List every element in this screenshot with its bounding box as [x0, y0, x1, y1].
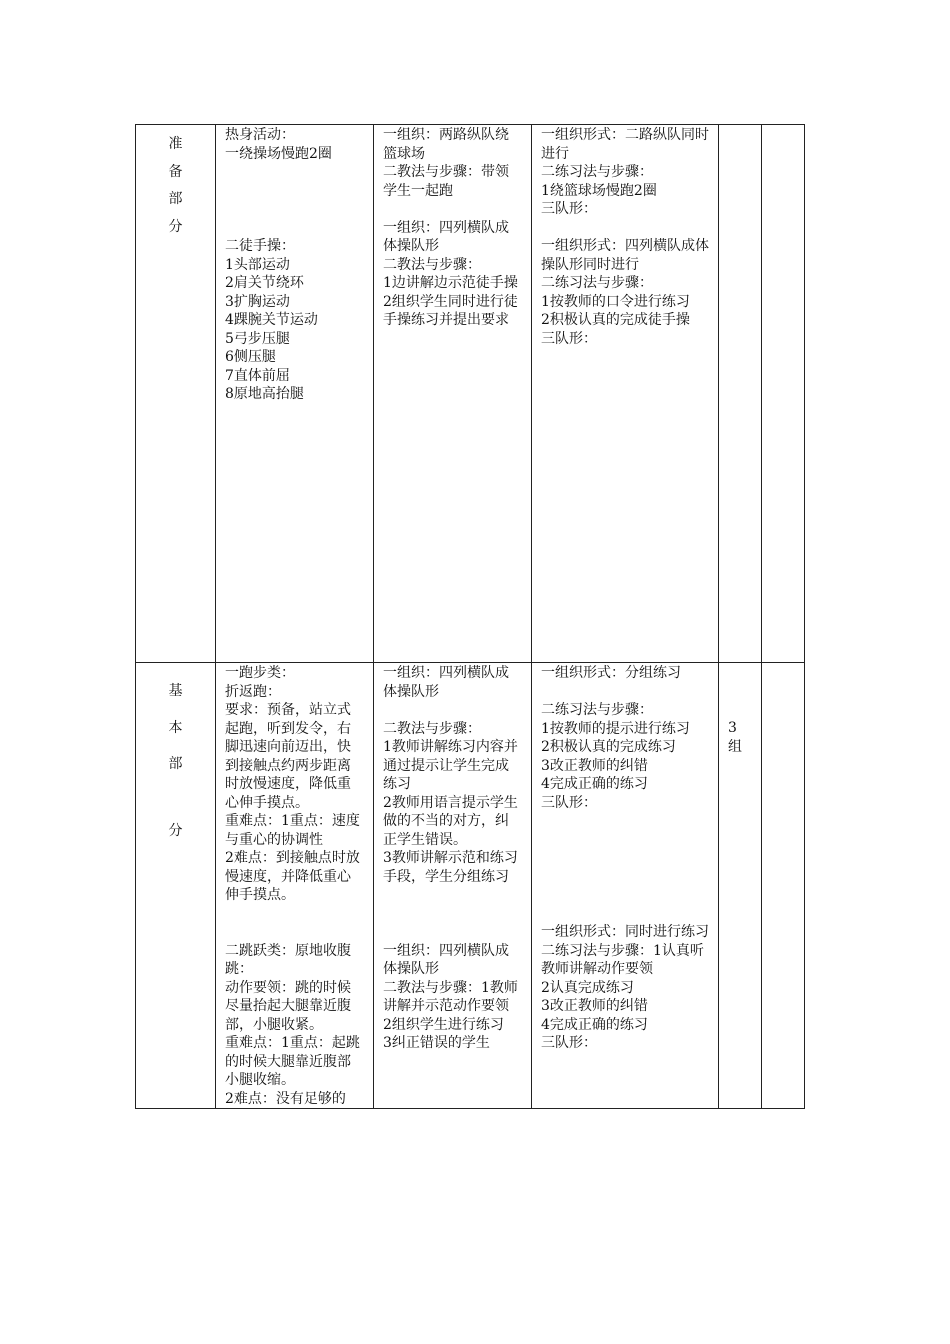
- prep-content-line: 一绕操场慢跑2圈: [225, 145, 332, 162]
- basic-extra-cell: [762, 663, 805, 1109]
- basic-student-line: 三队形：: [541, 1035, 597, 1051]
- prep-teacher-line: 二教法与步骤：: [383, 256, 481, 273]
- basic-student-line: 3改正教师的纠错: [541, 757, 648, 774]
- prep-content-line: 1头部运动: [225, 256, 290, 273]
- prep-student-line: 1按教师的口令进行练习: [541, 293, 690, 310]
- prep-content-line: 6侧压腿: [225, 349, 276, 365]
- basic-teacher-line: 一组织：四列横队成体操队形: [383, 665, 509, 700]
- basic-student-cell: [532, 663, 719, 1109]
- prep-teacher-cell: [374, 125, 532, 663]
- basic-student-line: 2认真完成练习: [541, 979, 634, 996]
- basic-student-line: 3改正教师的纠错: [541, 998, 648, 1014]
- basic-student-line: 1按教师的提示进行练习: [541, 720, 690, 737]
- basic-teacher-line: 二教法与步骤：1教师讲解并示范动作要领: [383, 979, 518, 1014]
- section-char: 部: [168, 756, 183, 772]
- prep-content-line: 8原地高抬腿: [225, 386, 304, 402]
- section-char: 基: [168, 683, 183, 699]
- prep-student-line: 1绕篮球场慢跑2圈: [541, 182, 657, 199]
- prep-teacher-line: 一组织：四列横队成体操队形: [383, 219, 509, 254]
- prep-extra-cell: [762, 125, 805, 663]
- basic-teacher-line: 一组织：四列横队成体操队形: [383, 942, 509, 977]
- basic-content-line: 重难点：1重点：起跳的时候大腿靠近腹部小腿收缩。: [225, 1035, 360, 1088]
- section-label-basic: [136, 663, 216, 1109]
- section-char: 本: [168, 719, 183, 736]
- prep-content-line: 7直体前屈: [225, 367, 290, 384]
- table-row-basic: [136, 663, 805, 1109]
- prep-content-line: 热身活动：: [225, 127, 295, 143]
- basic-student-line: 4完成正确的练习: [541, 776, 648, 792]
- basic-teacher-line: 2组织学生进行练习: [383, 1016, 504, 1033]
- basic-content-line: 动作要领：跳的时候尽量抬起大腿靠近腹部，小腿收紧。: [225, 979, 351, 1033]
- prep-student-cell: [532, 125, 719, 663]
- prep-student-line: 2积极认真的完成徒手操: [541, 312, 690, 328]
- basic-student-line: 一组织形式：同时进行练习: [541, 924, 709, 940]
- prep-student-line: 一组织形式：二路纵队同时进行: [541, 127, 709, 162]
- prep-content-line: 二徒手操：: [225, 238, 295, 254]
- basic-teacher-cell: [374, 663, 532, 1109]
- basic-content-line: 折返跑：: [225, 683, 281, 700]
- basic-content-line: 二跳跃类：原地收腹跳：: [225, 942, 351, 977]
- basic-content-line: 重难点：1重点：速度与重心的协调性: [225, 813, 360, 848]
- prep-student-line: 二练习法与步骤：: [541, 164, 653, 180]
- prep-content-line: 3扩胸运动: [225, 293, 290, 310]
- prep-student-line: 二练习法与步骤：: [541, 275, 653, 291]
- lesson-plan-table: [135, 124, 805, 1109]
- basic-teacher-line: 二教法与步骤：: [383, 720, 481, 737]
- basic-teacher-line: 3纠正错误的学生: [383, 1035, 490, 1051]
- prep-count-cell: [719, 125, 762, 663]
- basic-teacher-line: 1教师讲解练习内容并通过提示让学生完成练习: [383, 739, 518, 792]
- prep-content-line: 5弓步压腿: [225, 330, 290, 347]
- prep-content-cell: [216, 125, 374, 663]
- basic-student-line: 一组织形式：分组练习: [541, 665, 681, 681]
- basic-content-line: 要求：预备，站立式起跑，听到发令，右脚迅速向前迈出，快到接触点约两步距离时放慢速度，降低重心伸手摸点。: [225, 702, 351, 811]
- basic-content-line: 一跑步类：: [225, 665, 295, 681]
- count-line: 3: [728, 720, 737, 736]
- prep-teacher-line: 一组织：两路纵队绕篮球场: [383, 127, 509, 162]
- prep-student-line: 一组织形式：四列横队成体操队形同时进行: [541, 238, 709, 273]
- prep-student-line: 三队形：: [541, 330, 597, 347]
- prep-teacher-line: 2组织学生同时进行徒手操练习并提出要求: [383, 293, 518, 328]
- section-char: 备: [168, 163, 183, 180]
- basic-content-line: 2难点：到接触点时放慢速度，并降低重心伸手摸点。: [225, 850, 360, 903]
- basic-count-cell: [719, 663, 762, 1109]
- basic-content-line: 2难点：没有足够的: [225, 1090, 346, 1107]
- section-label-prep: [136, 125, 216, 663]
- basic-student-line: 二练习法与步骤：: [541, 702, 653, 718]
- prep-content-line: 2肩关节绕环: [225, 275, 304, 291]
- section-char: 部: [168, 191, 183, 207]
- prep-teacher-line: 1边讲解边示范徒手操: [383, 275, 518, 291]
- prep-content-line: 4踝腕关节运动: [225, 312, 318, 328]
- basic-student-line: 4完成正确的练习: [541, 1016, 648, 1033]
- count-line: 组: [728, 738, 742, 755]
- section-char: 准: [168, 136, 183, 152]
- basic-teacher-line: 2教师用语言提示学生做的不当的对方，纠正学生错误。: [383, 794, 518, 848]
- section-char: 分: [168, 822, 183, 839]
- basic-student-line: 三队形：: [541, 794, 597, 811]
- prep-student-line: 三队形：: [541, 201, 597, 217]
- basic-content-cell: [216, 663, 374, 1109]
- basic-teacher-line: 3教师讲解示范和练习手段，学生分组练习: [383, 850, 518, 885]
- basic-student-line: 二练习法与步骤：1认真听教师讲解动作要领: [541, 942, 704, 977]
- basic-student-line: 2积极认真的完成练习: [541, 739, 676, 755]
- section-char: 分: [168, 218, 183, 235]
- prep-teacher-line: 二教法与步骤：带领学生一起跑: [383, 164, 509, 199]
- table-row-prep: [136, 125, 805, 663]
